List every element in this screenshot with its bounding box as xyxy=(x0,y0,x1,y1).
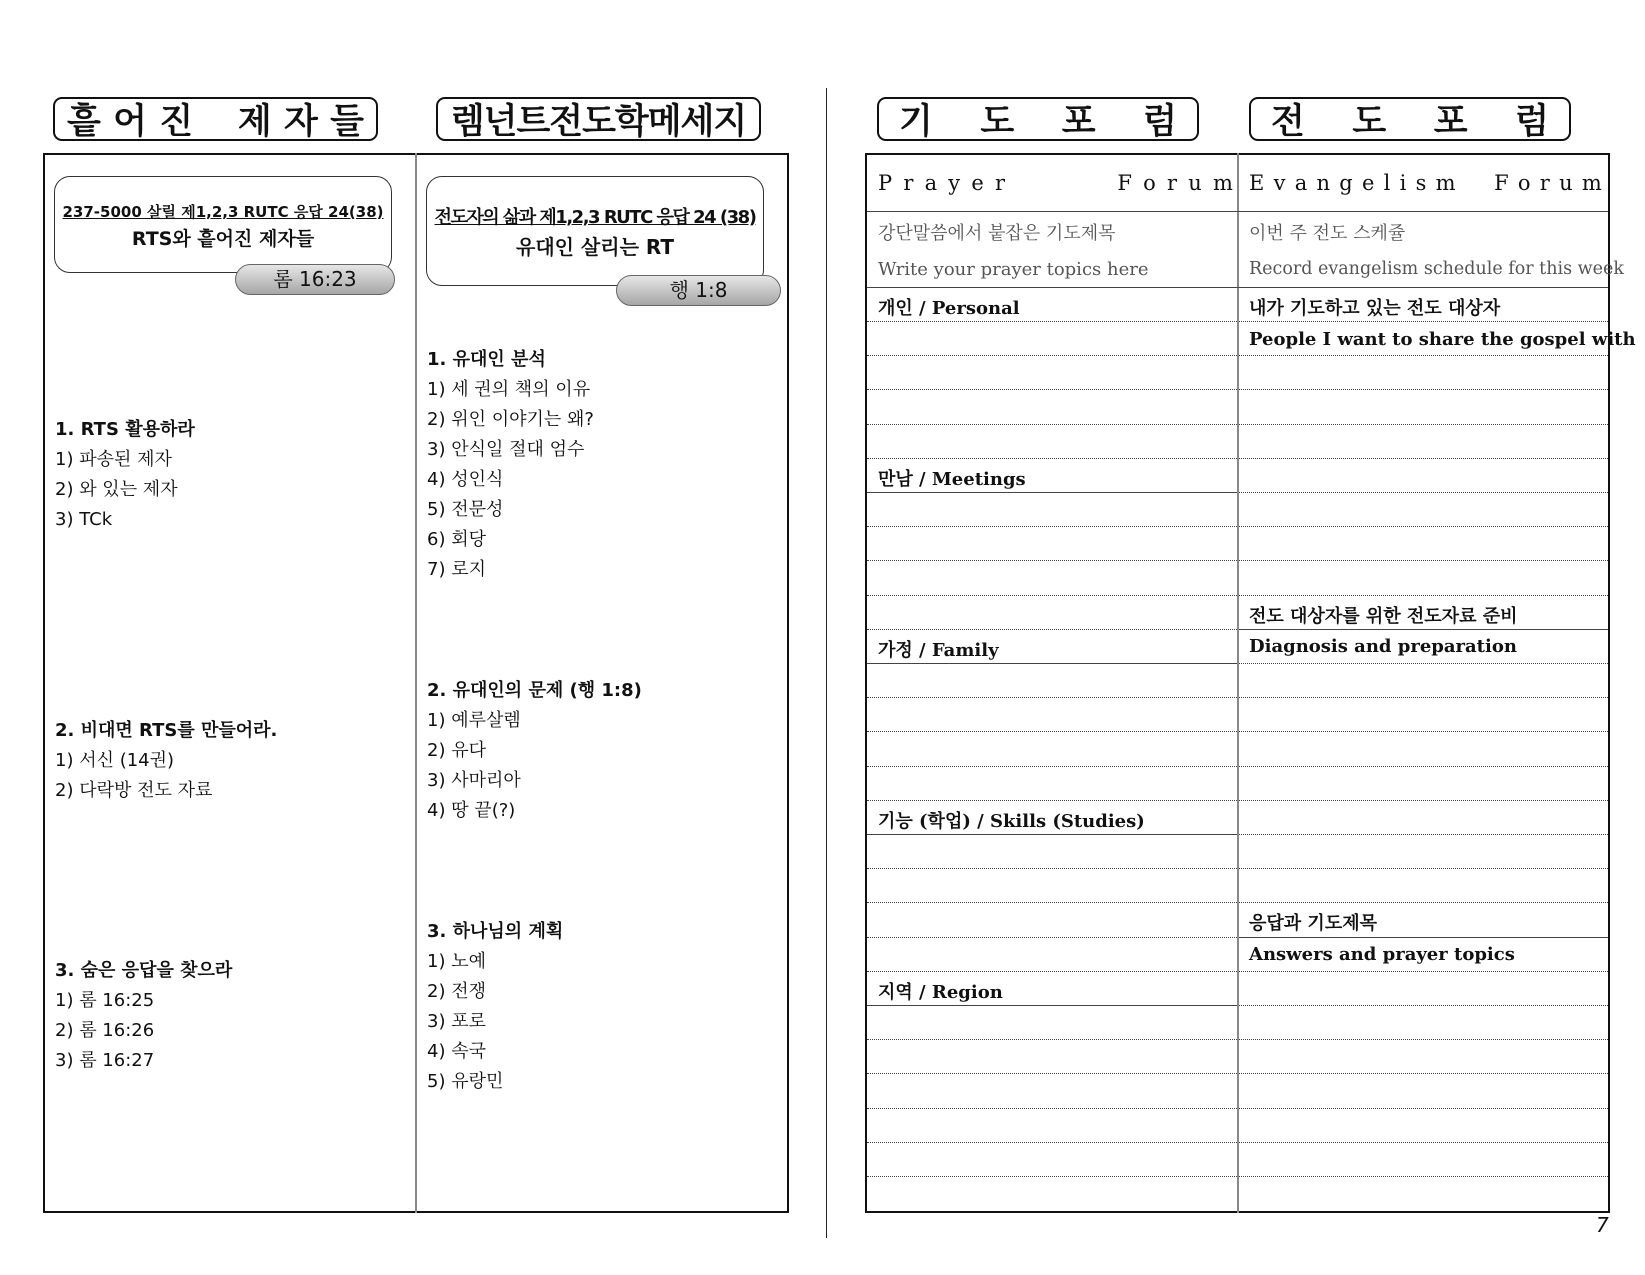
evangelism-write-line xyxy=(1239,800,1608,801)
prayer-write-line xyxy=(867,697,1237,698)
prayer-write-line xyxy=(867,526,1237,527)
evangelism-section-targets-en: People I want to share the gospel with xyxy=(1249,329,1636,350)
prayer-write-line xyxy=(867,458,1237,459)
prayer-write-line xyxy=(867,629,1237,630)
prayer-forum-title: 기 도 포 럼 xyxy=(877,97,1199,141)
prayer-write-line xyxy=(867,321,1237,322)
prayer-write-line xyxy=(867,492,1237,493)
evangelism-write-line xyxy=(1239,663,1608,664)
left-sermon-title: RTS와 흩어진 제자들 xyxy=(131,228,315,250)
evangelism-write-line xyxy=(1239,902,1608,903)
evangelism-write-line xyxy=(1239,937,1608,938)
evangelism-write-line xyxy=(1239,868,1608,869)
prayer-write-line xyxy=(867,595,1237,596)
prayer-write-line xyxy=(867,1176,1237,1177)
evangelism-write-line xyxy=(1239,595,1608,596)
evangelism-write-line xyxy=(1239,526,1608,527)
remnant-section-2: 2. 유대인의 문제 (행 1:8) 1) 예루살렘 2) 유다 3) 사마리아 4) 땅 끝(?) xyxy=(427,680,642,821)
prayer-write-line xyxy=(867,424,1237,425)
prayer-write-line xyxy=(867,731,1237,732)
evangelism-write-line xyxy=(1239,458,1608,459)
evangelism-section-answers-en: Answers and prayer topics xyxy=(1249,944,1515,965)
left-section-1: 1. RTS 활용하라 1) 파송된 제자 2) 와 있는 제자 3) TCk xyxy=(55,419,195,530)
evangelism-write-line xyxy=(1239,560,1608,561)
evangelism-write-line xyxy=(1239,389,1608,390)
evangelism-write-line xyxy=(1239,1005,1608,1006)
prayer-write-line xyxy=(867,800,1237,801)
evangelism-prompt-en: Record evangelism schedule for this week xyxy=(1249,259,1624,279)
prayer-write-line xyxy=(867,971,1237,972)
page-number: 7 xyxy=(1596,1213,1609,1237)
prayer-write-line xyxy=(867,766,1237,767)
evangelism-write-line xyxy=(1239,766,1608,767)
prayer-category-family: 가정 / Family xyxy=(878,640,999,661)
evangelism-write-line xyxy=(1239,1108,1608,1109)
prayer-write-line xyxy=(867,1108,1237,1109)
evangelism-write-line xyxy=(1239,492,1608,493)
evangelism-write-line xyxy=(1239,355,1608,356)
prayer-write-line xyxy=(867,834,1237,835)
prayer-write-line xyxy=(867,355,1237,356)
forum-prompt-rule xyxy=(867,287,1608,288)
evangelism-forum-header: E v a n g e l i s m F o r u m xyxy=(1249,171,1602,195)
forum-column-divider xyxy=(1237,153,1239,1213)
evangelism-write-line xyxy=(1239,424,1608,425)
evangelism-forum-title: 전 도 포 럼 xyxy=(1249,97,1571,141)
prayer-write-line xyxy=(867,560,1237,561)
remnant-sermon-title: 유대인 살리는 RT xyxy=(516,235,674,259)
left-verse-badge: 롬 16:23 xyxy=(235,264,395,295)
scattered-disciples-title: 흩 어 진 제 자 들 xyxy=(53,97,378,141)
left-sermon-card xyxy=(54,176,392,273)
evangelism-write-line xyxy=(1239,1039,1608,1040)
remnant-sermon-card xyxy=(426,176,764,286)
prayer-write-line xyxy=(867,663,1237,664)
evangelism-write-line xyxy=(1239,629,1608,630)
remnant-section-1: 1. 유대인 분석 1) 세 권의 책의 이유 2) 위인 이야기는 왜? 3) 안식일 절대 엄수 4) 성인식 5) 전문성 6) 회당 7) 로지 xyxy=(427,349,594,580)
prayer-prompt-en: Write your prayer topics here xyxy=(878,259,1149,280)
prayer-write-line xyxy=(867,1005,1237,1006)
evangelism-write-line xyxy=(1239,321,1608,322)
left-sermon-subtitle: 237-5000 살릴 제1,2,3 RUTC 응답 24(38) xyxy=(62,203,384,221)
evangelism-write-line xyxy=(1239,697,1608,698)
prayer-write-line xyxy=(867,389,1237,390)
prayer-category-region: 지역 / Region xyxy=(878,982,1003,1003)
remnant-message-title: 렘넌트전도학메세지 xyxy=(436,97,761,141)
prayer-category-personal: 개인 / Personal xyxy=(878,298,1020,319)
evangelism-write-line xyxy=(1239,1142,1608,1143)
prayer-category-meetings: 만남 / Meetings xyxy=(878,469,1026,490)
remnant-section-3: 3. 하나님의 계획 1) 노예 2) 전쟁 3) 포로 4) 속국 5) 유랑민 xyxy=(427,921,564,1092)
evangelism-section-targets-ko: 내가 기도하고 있는 전도 대상자 xyxy=(1249,298,1501,319)
prayer-write-line xyxy=(867,902,1237,903)
remnant-verse-badge: 행 1:8 xyxy=(616,275,781,306)
evangelism-section-prep-en: Diagnosis and preparation xyxy=(1249,636,1517,657)
evangelism-write-line xyxy=(1239,1176,1608,1177)
prayer-write-line xyxy=(867,937,1237,938)
prayer-write-line xyxy=(867,1073,1237,1074)
left-section-3: 3. 숨은 응답을 찾으라 1) 롬 16:25 2) 롬 16:26 3) 롬 16:27 xyxy=(55,960,233,1071)
prayer-prompt-ko: 강단말씀에서 붙잡은 기도제목 xyxy=(878,223,1116,244)
prayer-write-line xyxy=(867,1039,1237,1040)
evangelism-write-line xyxy=(1239,834,1608,835)
evangelism-write-line xyxy=(1239,971,1608,972)
evangelism-prompt-ko: 이번 주 전도 스케쥴 xyxy=(1249,223,1406,244)
remnant-sermon-subtitle: 전도자의 삶과 제1,2,3 RUTC 응답 24 (38) xyxy=(434,207,756,228)
prayer-category-skills: 기능 (학업) / Skills (Studies) xyxy=(878,811,1145,832)
evangelism-write-line xyxy=(1239,731,1608,732)
left-section-2: 2. 비대면 RTS를 만들어라. 1) 서신 (14권) 2) 다락방 전도 자료 xyxy=(55,720,278,801)
sermon-column-divider xyxy=(415,153,417,1213)
forum-header-rule xyxy=(867,211,1608,212)
prayer-forum-header: P r a y e r F o r u m xyxy=(878,171,1233,195)
prayer-write-line xyxy=(867,1142,1237,1143)
evangelism-section-prep-ko: 전도 대상자를 위한 전도자료 준비 xyxy=(1249,606,1518,627)
page-fold-divider xyxy=(826,88,827,1238)
evangelism-write-line xyxy=(1239,1073,1608,1074)
prayer-write-line xyxy=(867,868,1237,869)
evangelism-section-answers-ko: 응답과 기도제목 xyxy=(1249,913,1377,934)
